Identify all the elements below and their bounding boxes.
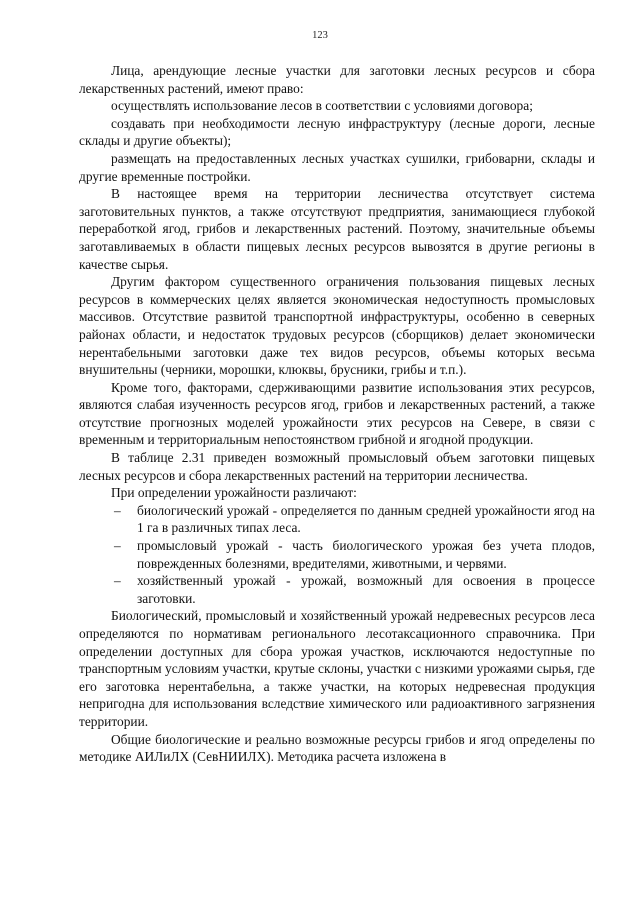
body-text: [79, 62, 595, 766]
paragraph-methodology: Общие биологические и реально возможные ресурсы грибов и ягод определены по методике АИЛиЛХ (СевНИИЛХ). Методика расчета изложена в: [79, 731, 595, 765]
paragraph-yield-types-intro: При определении урожайности различают:: [111, 485, 357, 501]
list-item-text: хозяйственный урожай - урожай, возможный для освоения в процессе заготовки.: [137, 573, 595, 606]
paragraph-limiting-factor: Другим фактором существенного ограничения пользования пищевых лесных ресурсов в коммерческих целях является экономическая недоступность промысловых массивов. Отсутствие развитой транспортной инфраструктуры, особенно в северных районах области, и недостаток трудовых ресурсов (сборщиков) делает экономически нерентабельными заготовки даже тех видов ресурсов, объемы которых весьма внушительны (черники, морошки, клюквы, брусники, грибы и т.п.).: [79, 274, 595, 378]
dash-marker: –: [114, 573, 121, 589]
paragraph-right-infrastructure: создавать при необходимости лесную инфраструктуру (лесные дороги, лесные склады и другие объекты);: [79, 115, 595, 149]
list-item-text: промысловый урожай - часть биологического урожая без учета плодов, поврежденных болезнями, вредителями, животными, и червями.: [137, 538, 595, 571]
list-item-text: биологический урожай - определяется по данным средней урожайности ягод на 1 га в различных типах леса.: [137, 502, 595, 536]
paragraph-current-situation: В настоящее время на территории лесничества отсутствует система заготовительных пунктов, а также отсутствуют предприятия, занимающиеся глубокой переработкой ягод, грибов и лекарственных растений. Поэтому, значительные объемы заготавливаемых в области пищевых лесных ресурсов вывозятся в другие регионы в качестве сырья.: [79, 186, 595, 272]
list-item: [79, 537, 595, 572]
paragraph-right-buildings: размещать на предоставленных лесных участках сушилки, грибоварни, склады и другие временные постройки.: [79, 150, 595, 184]
list-item: [79, 572, 595, 607]
list-item: [79, 502, 595, 537]
paragraph-table-reference: В таблице 2.31 приведен возможный промысловый объем заготовки пищевых лесных ресурсов и сбора лекарственных растений на территории лесничества.: [79, 450, 595, 483]
dash-marker: –: [114, 502, 121, 518]
yield-types-list: [79, 502, 595, 608]
page-number: 123: [312, 30, 328, 41]
paragraph-right-use: осуществлять использование лесов в соответствии с условиями договора;: [111, 98, 533, 114]
paragraph-other-factors: Кроме того, факторами, сдерживающими развитие использования этих ресурсов, являются слабая изученность ресурсов ягод, грибов и лекарственных растений, а также отсутствие прогнозных моделей урожайности этих ресурсов на Севере, в связи с временным и территориальным непостоянством грибной и ягодной продукции.: [79, 379, 595, 448]
paragraph-lessees-rights: Лица, арендующие лесные участки для заготовки лесных ресурсов и сбора лекарственных растений, имеют право:: [79, 63, 595, 96]
dash-marker: –: [114, 538, 121, 554]
paragraph-yield-norms: Биологический, промысловый и хозяйственный урожай недревесных ресурсов леса определяются по нормативам регионального лесотаксационного справочника. При определении доступных для сбора урожая участков, исключаются недоступные по транспортным условиям участки, крутые склоны, участки с низкими урожаями сырья, где его заготовка нерентабельна, а также участки, на которых недревесная продукция непригодна для использования вследствие химического или радиоактивного загрязнения территории.: [79, 608, 595, 729]
